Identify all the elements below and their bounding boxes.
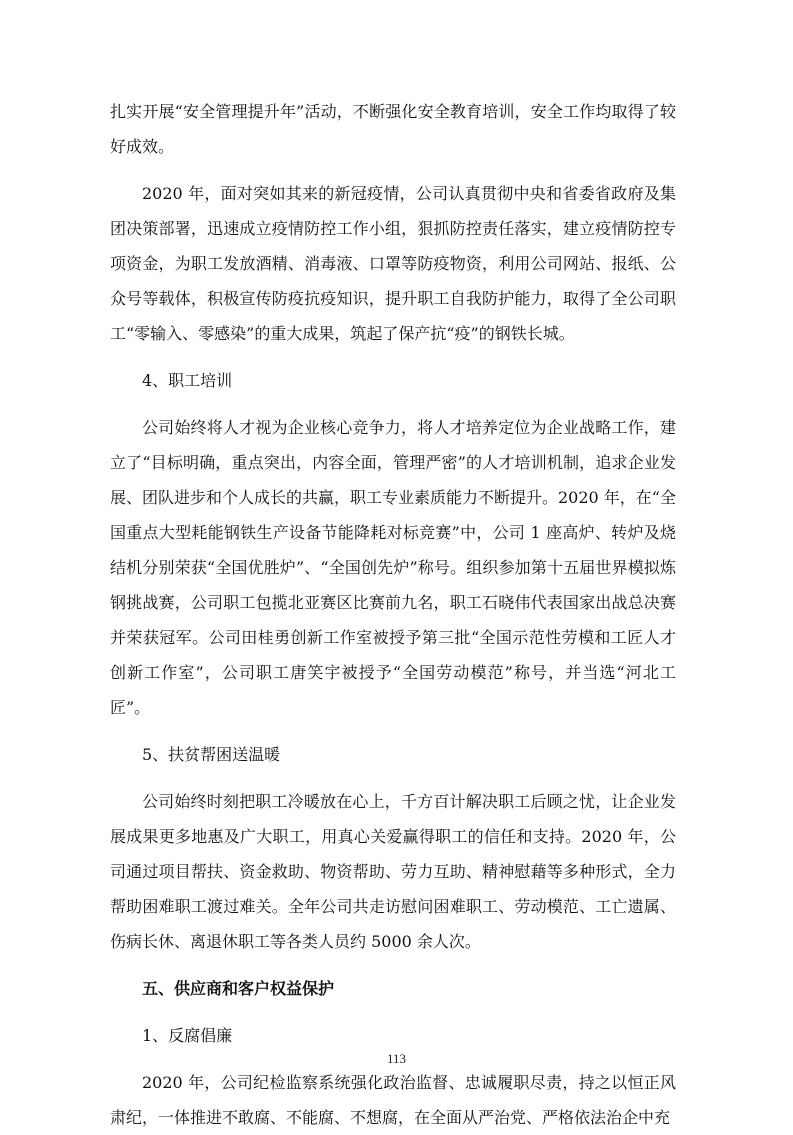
paragraph-anti-corruption: 2020 年，公司纪检监察系统强化政治监督、忠诚履职尽责，持之以恒正风肃纪，一体推进不敢腐、不能腐、不想腐，在全面从严治党、严格依法治企中充 (110, 1073, 676, 1127)
subheading-poverty-relief: 5、扶贫帮困送温暖 (142, 745, 281, 764)
page-number: 113 (386, 1051, 407, 1066)
paragraph-staff-training: 公司始终将人才视为企业核心竞争力，将人才培养定位为企业战略工作，建立了“目标明确，重点突出，内容全面，管理严密”的人才培训机制，追求企业发展、团队进步和个人成长的共赢，职工专业素质能力不断提升。2020 年，在“全国重点大型耗能钢铁生产设备节能降耗对标竞赛”中，公司 1 座高炉、转炉及烧结机分别荣获“全国优胜炉”、“全国创先炉”称号。组织参加第十五届世界模拟炼钢挑战赛，公司职工包揽北亚赛区比赛前九名，职工石晓伟代表国家出战总决赛并荣获冠军。公司田桂勇创新工作室被授予第三批“全国示范性劳模和工匠人才创新工作室”，公司职工唐笑宇被授予“全国劳动模范”称号，并当选“河北工匠”。 (110, 418, 676, 717)
paragraph-safety-continuation: 扎实开展“安全管理提升年”活动，不断强化安全教育培训，安全工作均取得了较好成效。 (110, 102, 676, 156)
paragraph-poverty-relief: 公司始终时刻把职工冷暖放在心上，千方百计解决职工后顾之忧，让企业发展成果更多地惠及广大职工，用真心关爱赢得职工的信任和支持。2020 年，公司通过项目帮扶、资金救助、物资帮助、劳力互助、精神慰藉等多种形式，全力帮助困难职工渡过难关。全年公司共走访慰问困难职工、劳动模范、工亡遗属、伤病长休、离退休职工等各类人员约 5000 余人次。 (110, 792, 676, 951)
paragraph-epidemic-prevention: 2020 年，面对突如其来的新冠疫情，公司认真贯彻中央和省委省政府及集团决策部署，迅速成立疫情防控工作小组，狠抓防控责任落实，建立疫情防控专项资金，为职工发放酒精、消毒液、口罩等防疫物资，利用公司网站、报纸、公众号等载体，积极宣传防疫抗疫知识，提升职工自我防护能力，取得了全公司职工“零输入、零感染”的重大成果，筑起了保产抗“疫”的钢铁长城。 (110, 184, 676, 343)
subheading-anti-corruption: 1、反腐倡廉 (142, 1026, 233, 1045)
document-page (110, 94, 676, 1135)
section-heading-supplier-customer-rights: 五、供应商和客户权益保护 (142, 979, 335, 998)
subheading-staff-training: 4、职工培训 (142, 371, 233, 390)
